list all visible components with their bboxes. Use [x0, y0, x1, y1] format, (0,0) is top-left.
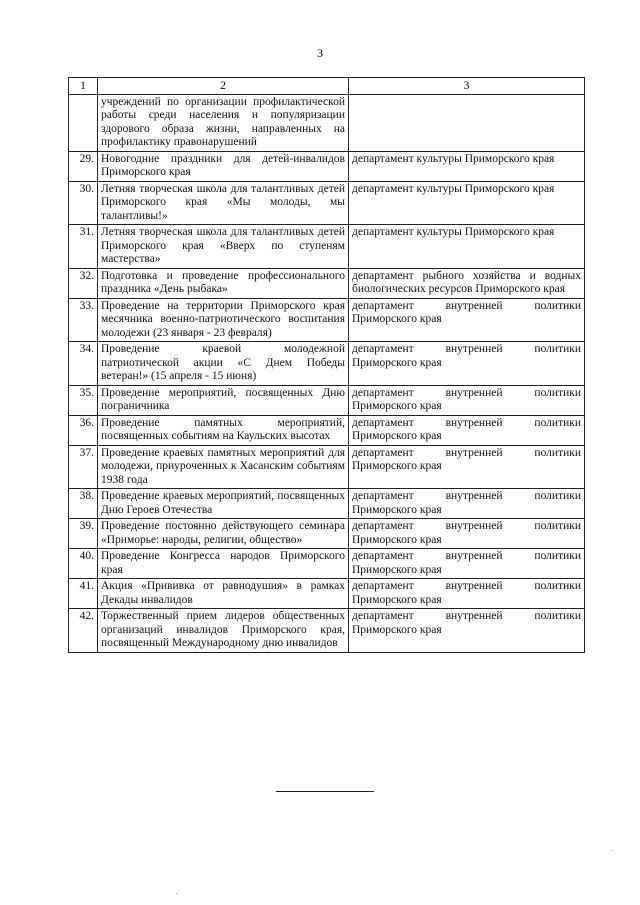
- responsible-department: департамент внутренней политики Приморского края: [349, 342, 585, 386]
- column-header-3: 3: [349, 78, 585, 95]
- row-number: 36.: [69, 415, 98, 445]
- row-number: 37.: [69, 445, 98, 489]
- responsible-department: [349, 94, 585, 151]
- event-description: Торжественный прием лидеров общественных организаций инвалидов Приморского края, посвященный Международному дню инвалидов: [98, 609, 349, 653]
- row-number: 35.: [69, 385, 98, 415]
- row-number: [69, 94, 98, 151]
- table-row: [69, 94, 585, 151]
- closing-rule-line: [276, 791, 374, 792]
- table-row: [69, 519, 585, 549]
- event-description: Проведение мероприятий, посвященных Дню пограничника: [98, 385, 349, 415]
- row-number: 42.: [69, 609, 98, 653]
- row-number: 39.: [69, 519, 98, 549]
- row-number: 33.: [69, 298, 98, 342]
- table-header-row: [69, 78, 585, 95]
- column-header-2: 2: [98, 78, 349, 95]
- responsible-department: департамент внутренней политики Приморского края: [349, 519, 585, 549]
- table-row: [69, 225, 585, 269]
- table-body: [69, 94, 585, 652]
- event-description: Акция «Прививка от равнодушия» в рамках Декады инвалидов: [98, 579, 349, 609]
- row-number: 40.: [69, 549, 98, 579]
- event-description: Проведение памятных мероприятий, посвященных событиям на Каульских высотах: [98, 415, 349, 445]
- event-description: Подготовка и проведение профессионального праздника «День рыбака»: [98, 268, 349, 298]
- responsible-department: департамент культуры Приморского края: [349, 151, 585, 181]
- responsible-department: департамент внутренней политики Приморского края: [349, 385, 585, 415]
- row-number: 34.: [69, 342, 98, 386]
- responsible-department: департамент рыбного хозяйства и водных биологических ресурсов Приморского края: [349, 268, 585, 298]
- event-description: Проведение краевых памятных мероприятий для молодежи, приуроченных к Хасанским событиям 1938 года: [98, 445, 349, 489]
- responsible-department: департамент внутренней политики Приморского края: [349, 298, 585, 342]
- event-description: Новогодние праздники для детей-инвалидов Приморского края: [98, 151, 349, 181]
- row-number: 31.: [69, 225, 98, 269]
- row-number: 29.: [69, 151, 98, 181]
- table-row: [69, 151, 585, 181]
- row-number: 30.: [69, 181, 98, 225]
- event-description: Проведение краевой молодежной патриотической акции «С Днем Победы ветеран!» (15 апреля - 15 июня): [98, 342, 349, 386]
- table-row: [69, 415, 585, 445]
- table-row: [69, 181, 585, 225]
- table-row: [69, 549, 585, 579]
- events-table: [68, 77, 585, 653]
- event-description: Проведение на территории Приморского края месячника военно-патриотического воспитания молодежи (23 января - 23 февраля): [98, 298, 349, 342]
- responsible-department: департамент внутренней политики Приморского края: [349, 549, 585, 579]
- event-description: Проведение краевых мероприятий, посвященных Дню Героев Отечества: [98, 489, 349, 519]
- responsible-department: департамент внутренней политики Приморского края: [349, 415, 585, 445]
- event-description: Проведение постоянно действующего семинара «Приморье: народы, религии, общество»: [98, 519, 349, 549]
- event-description: Летняя творческая школа для талантливых детей Приморского края «Мы молоды, мы талантливы!»: [98, 181, 349, 225]
- row-number: 32.: [69, 268, 98, 298]
- table-row: [69, 268, 585, 298]
- event-description: Летняя творческая школа для талантливых детей Приморского края «Вверх по ступеням мастерства»: [98, 225, 349, 269]
- column-header-1: 1: [69, 78, 98, 95]
- responsible-department: департамент культуры Приморского края: [349, 181, 585, 225]
- event-description: Проведение Конгресса народов Приморского края: [98, 549, 349, 579]
- responsible-department: департамент внутренней политики Приморского края: [349, 609, 585, 653]
- table-row: [69, 342, 585, 386]
- scan-speck: [612, 850, 613, 851]
- event-description: учреждений по организации профилактической работы среди населения и популяризации здорового образа жизни, направленных на профилактику правонарушений: [98, 94, 349, 151]
- responsible-department: департамент внутренней политики Приморского края: [349, 489, 585, 519]
- table-row: [69, 298, 585, 342]
- page-number: 3: [317, 46, 323, 60]
- responsible-department: департамент внутренней политики Приморского края: [349, 579, 585, 609]
- row-number: 38.: [69, 489, 98, 519]
- table-row: [69, 445, 585, 489]
- table-row: [69, 609, 585, 653]
- table-row: [69, 385, 585, 415]
- responsible-department: департамент культуры Приморского края: [349, 225, 585, 269]
- table-row: [69, 579, 585, 609]
- table-row: [69, 489, 585, 519]
- row-number: 41.: [69, 579, 98, 609]
- scan-speck: [176, 893, 177, 894]
- responsible-department: департамент внутренней политики Приморского края: [349, 445, 585, 489]
